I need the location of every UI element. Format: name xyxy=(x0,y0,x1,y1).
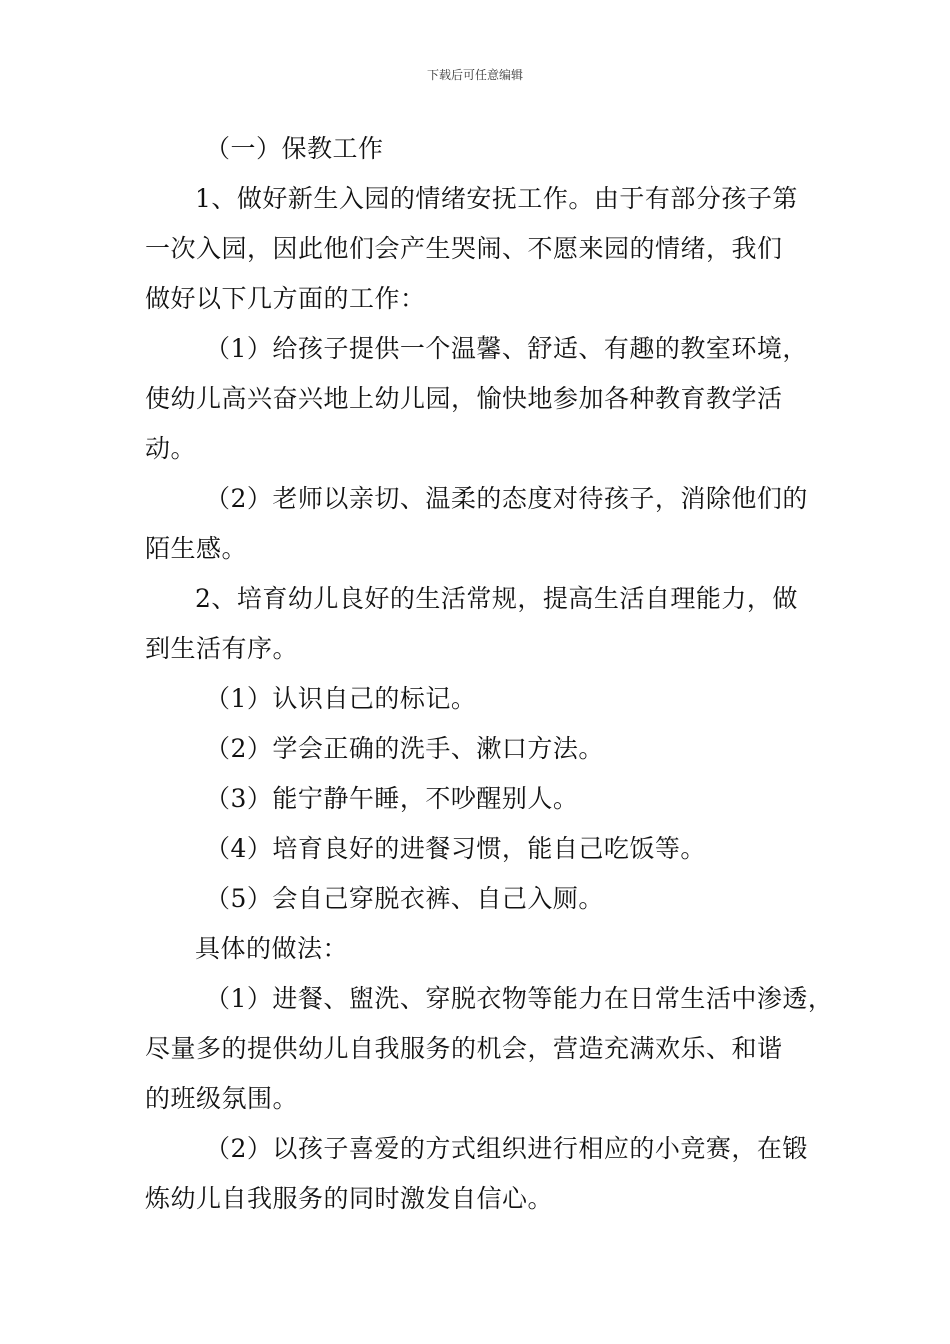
page-header-note: 下载后可任意编辑 xyxy=(426,68,523,82)
paragraph-line: （2）以孩子喜爱的方式组织进行相应的小竞赛，在锻 xyxy=(205,1134,808,1163)
document-body xyxy=(145,124,834,1224)
paragraph-line: 做好以下几方面的工作： xyxy=(145,284,426,313)
paragraph-line: 一次入园，因此他们会产生哭闹、不愿来园的情绪，我们 xyxy=(145,234,783,263)
paragraph-line: 使幼儿高兴奋兴地上幼儿园，愉快地参加各种教育教学活 xyxy=(145,384,783,413)
list-item: （1）认识自己的标记。 xyxy=(205,684,477,713)
paragraph-line: 到生活有序。 xyxy=(145,634,299,663)
section-heading: （一）保教工作 xyxy=(205,134,384,163)
list-item: （4）培育良好的进餐习惯，能自己吃饭等。 xyxy=(205,834,706,863)
list-item: （5）会自己穿脱衣裤、自己入厕。 xyxy=(205,884,604,913)
paragraph-line: 1、做好新生入园的情绪安抚工作。由于有部分孩子第 xyxy=(195,184,798,213)
paragraph-line: （1）进餐、盥洗、穿脱衣物等能力在日常生活中渗透， xyxy=(205,984,834,1013)
paragraph-line: 炼幼儿自我服务的同时激发自信心。 xyxy=(145,1184,554,1213)
paragraph-line: 陌生感。 xyxy=(145,534,248,563)
list-item: （3）能宁静午睡，不吵醒别人。 xyxy=(205,784,579,813)
paragraph-line: 动。 xyxy=(145,434,197,463)
paragraph-line: 2、培育幼儿良好的生活常规，提高生活自理能力，做 xyxy=(195,584,798,613)
list-item: （2）学会正确的洗手、漱口方法。 xyxy=(205,734,604,763)
subheading: 具体的做法： xyxy=(195,934,349,963)
paragraph-line: （1）给孩子提供一个温馨、舒适、有趣的教室环境， xyxy=(205,334,808,363)
paragraph-line: （2）老师以亲切、温柔的态度对待孩子，消除他们的 xyxy=(205,484,808,513)
paragraph-line: 尽量多的提供幼儿自我服务的机会，营造充满欢乐、和谐 xyxy=(145,1034,783,1063)
paragraph-line: 的班级氛围。 xyxy=(145,1084,299,1113)
